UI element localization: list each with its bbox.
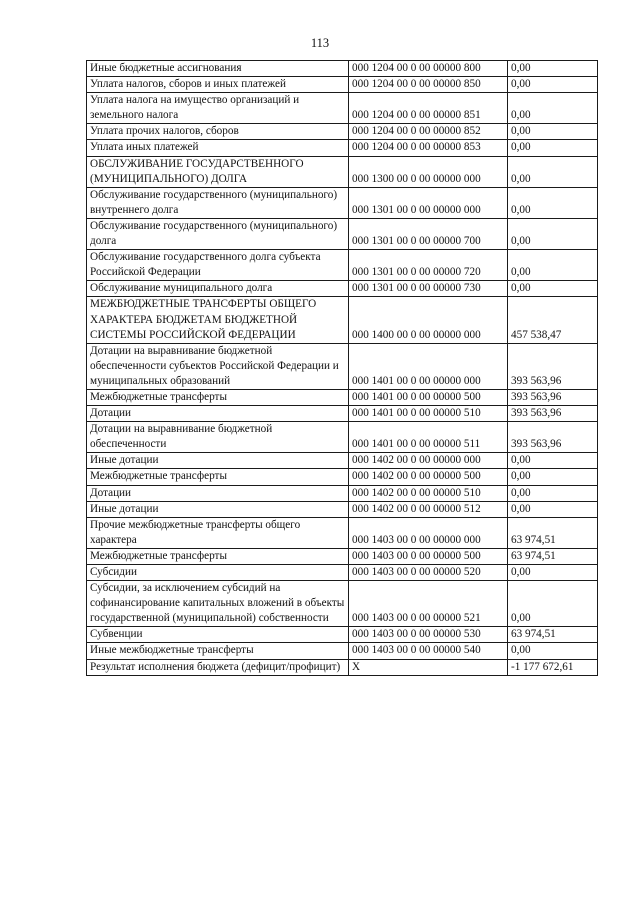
row-code-cell: 000 1204 00 0 00 00000 850	[349, 77, 508, 93]
row-name-cell: Иные дотации	[87, 453, 349, 469]
table-row	[87, 422, 598, 453]
row-name-cell: Иные дотации	[87, 501, 349, 517]
row-code-cell: 000 1402 00 0 00 00000 512	[349, 501, 508, 517]
table-row	[87, 187, 598, 218]
row-name-cell: Межбюджетные трансферты	[87, 469, 349, 485]
table-row	[87, 501, 598, 517]
row-value-cell: 0,00	[508, 218, 598, 249]
row-name-cell: Субвенции	[87, 627, 349, 643]
row-code-cell: 000 1402 00 0 00 00000 500	[349, 469, 508, 485]
row-code-cell: 000 1401 00 0 00 00000 510	[349, 406, 508, 422]
row-name-cell: Уплата иных платежей	[87, 140, 349, 156]
row-value-cell: 0,00	[508, 124, 598, 140]
row-value-cell: 63 974,51	[508, 627, 598, 643]
row-name-cell: Иные бюджетные ассигнования	[87, 61, 349, 77]
row-value-cell: 0,00	[508, 565, 598, 581]
row-value-cell: 63 974,51	[508, 548, 598, 564]
row-value-cell: 0,00	[508, 281, 598, 297]
row-value-cell: 0,00	[508, 140, 598, 156]
row-name-cell: ОБСЛУЖИВАНИЕ ГОСУДАРСТВЕННОГО (МУНИЦИПАЛЬНОГО) ДОЛГА	[87, 156, 349, 187]
row-value-cell: 0,00	[508, 501, 598, 517]
row-code-cell: 000 1301 00 0 00 00000 720	[349, 250, 508, 281]
row-name-cell: Прочие межбюджетные трансферты общего характера	[87, 517, 349, 548]
row-value-cell: -1 177 672,61	[508, 659, 598, 675]
row-name-cell: Межбюджетные трансферты	[87, 548, 349, 564]
row-code-cell: 000 1403 00 0 00 00000 500	[349, 548, 508, 564]
row-value-cell: 393 563,96	[508, 343, 598, 389]
table-row	[87, 469, 598, 485]
table-row	[87, 485, 598, 501]
table-row	[87, 281, 598, 297]
row-value-cell: 457 538,47	[508, 297, 598, 343]
row-value-cell: 0,00	[508, 93, 598, 124]
row-code-cell: 000 1403 00 0 00 00000 000	[349, 517, 508, 548]
row-value-cell: 0,00	[508, 187, 598, 218]
row-value-cell: 0,00	[508, 581, 598, 627]
row-code-cell: 000 1403 00 0 00 00000 521	[349, 581, 508, 627]
budget-execution-table	[86, 60, 598, 676]
row-value-cell: 393 563,96	[508, 389, 598, 405]
table-row	[87, 77, 598, 93]
row-name-cell: Дотации на выравнивание бюджетной обеспеченности субъектов Российской Федерации и муниципальных образований	[87, 343, 349, 389]
table-row	[87, 643, 598, 659]
row-code-cell: 000 1301 00 0 00 00000 700	[349, 218, 508, 249]
row-code-cell: 000 1204 00 0 00 00000 851	[349, 93, 508, 124]
row-name-cell: Обслуживание государственного (муниципального) внутреннего долга	[87, 187, 349, 218]
row-name-cell: Дотации	[87, 485, 349, 501]
row-name-cell: Иные межбюджетные трансферты	[87, 643, 349, 659]
table-row	[87, 581, 598, 627]
row-code-cell: 000 1403 00 0 00 00000 540	[349, 643, 508, 659]
row-value-cell: 393 563,96	[508, 422, 598, 453]
row-value-cell: 0,00	[508, 77, 598, 93]
row-name-cell: Субсидии	[87, 565, 349, 581]
row-name-cell: Уплата налога на имущество организаций и земельного налога	[87, 93, 349, 124]
row-value-cell: 0,00	[508, 250, 598, 281]
table-row	[87, 627, 598, 643]
table-row	[87, 659, 598, 675]
row-value-cell: 0,00	[508, 453, 598, 469]
table-row	[87, 61, 598, 77]
row-value-cell: 393 563,96	[508, 406, 598, 422]
table-row	[87, 565, 598, 581]
table-row	[87, 453, 598, 469]
row-name-cell: Субсидии, за исключением субсидий на софинансирование капитальных вложений в объекты государственной (муниципальной) собственности	[87, 581, 349, 627]
row-value-cell: 63 974,51	[508, 517, 598, 548]
row-code-cell: X	[349, 659, 508, 675]
row-code-cell: 000 1301 00 0 00 00000 000	[349, 187, 508, 218]
row-code-cell: 000 1403 00 0 00 00000 530	[349, 627, 508, 643]
row-code-cell: 000 1401 00 0 00 00000 500	[349, 389, 508, 405]
table-row	[87, 218, 598, 249]
row-code-cell: 000 1402 00 0 00 00000 510	[349, 485, 508, 501]
row-code-cell: 000 1403 00 0 00 00000 520	[349, 565, 508, 581]
row-value-cell: 0,00	[508, 469, 598, 485]
table-row	[87, 343, 598, 389]
row-name-cell: Результат исполнения бюджета (дефицит/профицит)	[87, 659, 349, 675]
table-row	[87, 124, 598, 140]
row-code-cell: 000 1204 00 0 00 00000 853	[349, 140, 508, 156]
row-code-cell: 000 1401 00 0 00 00000 511	[349, 422, 508, 453]
table-row	[87, 406, 598, 422]
table-row	[87, 297, 598, 343]
table-row	[87, 548, 598, 564]
row-name-cell: Уплата прочих налогов, сборов	[87, 124, 349, 140]
table-row	[87, 156, 598, 187]
row-code-cell: 000 1402 00 0 00 00000 000	[349, 453, 508, 469]
table-row	[87, 389, 598, 405]
table-row	[87, 517, 598, 548]
row-name-cell: Дотации	[87, 406, 349, 422]
row-name-cell: Межбюджетные трансферты	[87, 389, 349, 405]
row-name-cell: Обслуживание государственного (муниципального) долга	[87, 218, 349, 249]
row-code-cell: 000 1204 00 0 00 00000 852	[349, 124, 508, 140]
row-name-cell: Обслуживание муниципального долга	[87, 281, 349, 297]
table-body	[87, 61, 598, 676]
row-value-cell: 0,00	[508, 156, 598, 187]
table-row	[87, 93, 598, 124]
row-code-cell: 000 1301 00 0 00 00000 730	[349, 281, 508, 297]
table-row	[87, 250, 598, 281]
row-value-cell: 0,00	[508, 61, 598, 77]
page-number: 113	[310, 36, 330, 50]
row-name-cell: МЕЖБЮДЖЕТНЫЕ ТРАНСФЕРТЫ ОБЩЕГО ХАРАКТЕРА БЮДЖЕТАМ БЮДЖЕТНОЙ СИСТЕМЫ РОССИЙСКОЙ ФЕДЕРАЦИИ	[87, 297, 349, 343]
row-name-cell: Уплата налогов, сборов и иных платежей	[87, 77, 349, 93]
row-name-cell: Обслуживание государственного долга субъекта Российской Федерации	[87, 250, 349, 281]
row-name-cell: Дотации на выравнивание бюджетной обеспеченности	[87, 422, 349, 453]
row-code-cell: 000 1401 00 0 00 00000 000	[349, 343, 508, 389]
row-value-cell: 0,00	[508, 643, 598, 659]
row-code-cell: 000 1300 00 0 00 00000 000	[349, 156, 508, 187]
row-code-cell: 000 1400 00 0 00 00000 000	[349, 297, 508, 343]
row-value-cell: 0,00	[508, 485, 598, 501]
row-code-cell: 000 1204 00 0 00 00000 800	[349, 61, 508, 77]
table-row	[87, 140, 598, 156]
